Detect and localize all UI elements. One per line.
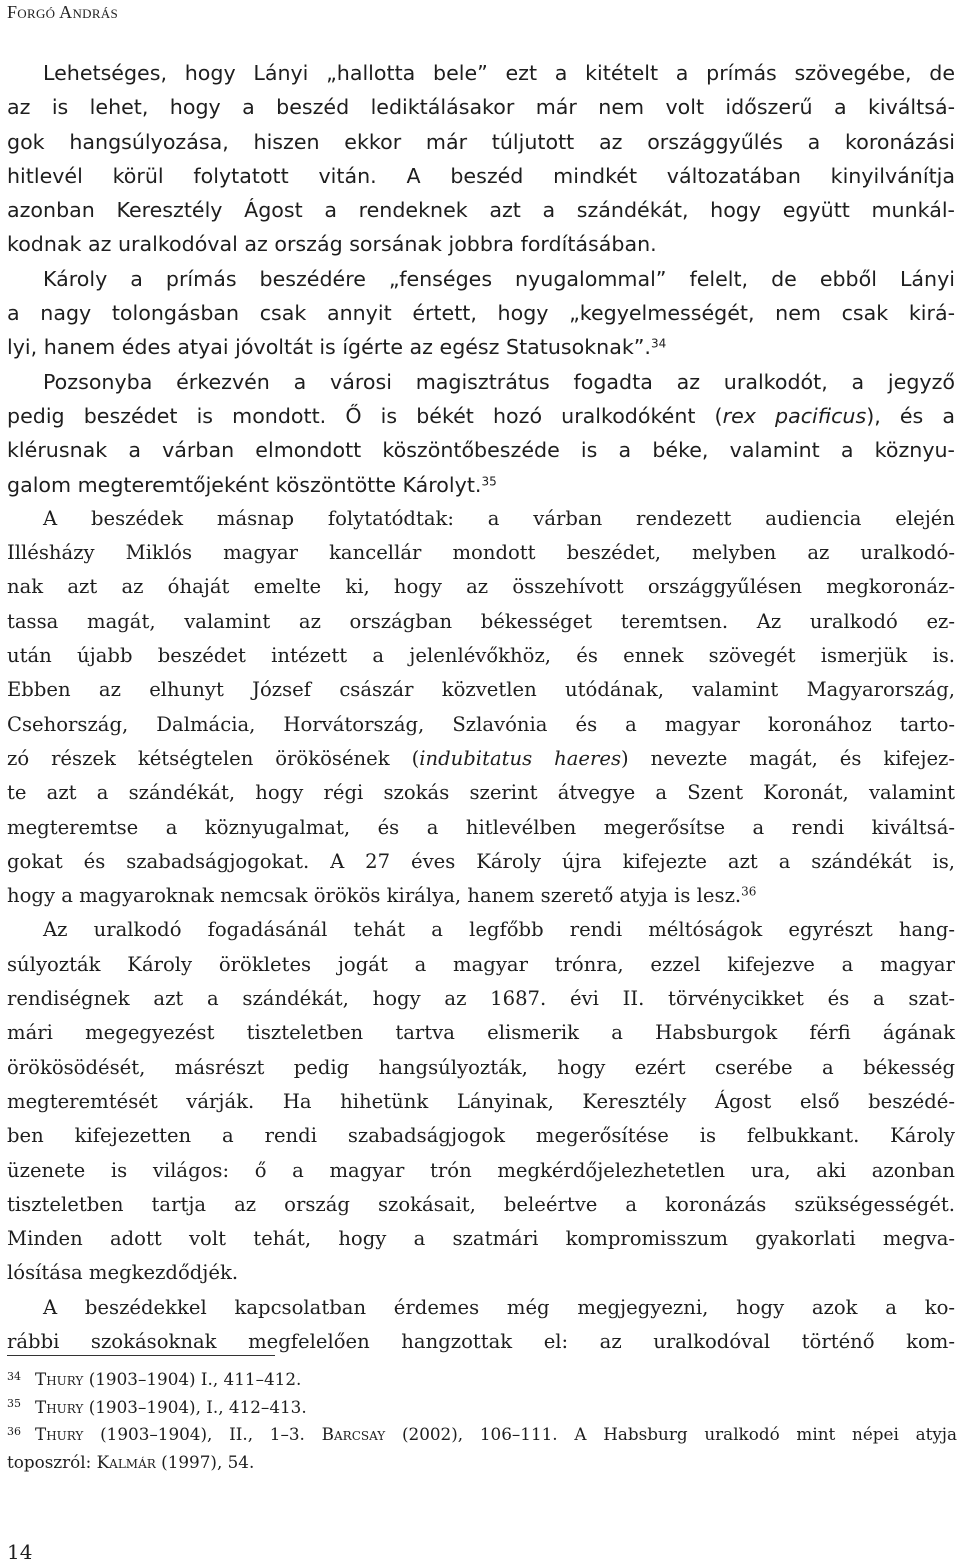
footnote-text: (1903–1904) I., 411–412.: [83, 1369, 302, 1389]
text-span: zó részek kétségtelen örökösének (: [7, 746, 420, 770]
text-line: klérusnak a várban elmondott köszöntőbeszéde is a béke, valamint a köznyu-: [7, 438, 955, 463]
text-line: gokat és szabadságjogokat. A 27 éves Károly újra kifejezte azt a szándékát is,: [7, 849, 955, 873]
italic-term: indubitatus haeres: [419, 746, 622, 770]
footnote-ref[interactable]: 34: [650, 336, 667, 351]
page-number: 14: [7, 1540, 33, 1564]
text-line: súlyozták Károly örökletes jogát a magyar trónra, ezzel kifejezve a magyar: [7, 952, 955, 976]
text-line: mári megegyezést tiszteletben tartva elismerik a Habsburgok férfi ágának: [7, 1021, 955, 1045]
text-span: ) nevezte magát, és kifejez-: [621, 746, 955, 770]
text-line: [7, 742, 955, 776]
text-line: [7, 879, 955, 913]
footnote-continuation: [7, 1449, 957, 1477]
text-line: rendiségnek azt a szándékát, hogy az 1687. évi II. törvénycikket és a szat-: [7, 987, 955, 1011]
text-span: ), és a: [866, 403, 955, 428]
author-name: Kalmár: [96, 1451, 156, 1472]
text-line: [7, 399, 955, 433]
footnote-text: (1997), 54.: [155, 1451, 255, 1472]
text-line: te azt a szándékát, hogy régi szokás szerint átvegye a Szent Koronát, valamint: [7, 781, 955, 805]
text-line: Minden adott volt tehát, hogy a szatmári kompromisszum gyakorlati megva-: [7, 1227, 955, 1251]
author-name: Thury: [35, 1424, 84, 1444]
text-line: a nagy tolongásban csak annyit értett, hogy „kegyelmességét, nem csak kirá-: [7, 301, 955, 326]
author-name: Barcsay: [321, 1424, 386, 1444]
footnote-ref[interactable]: 36: [741, 884, 757, 899]
text-line: megteremtse a köznyugalmat, és a hitlevélben megerősítse a rendi kiváltsá-: [7, 815, 955, 839]
text-line: hitlevél körül folytatott vitán. A beszéd mindkét változatában kinyilvánítja: [7, 163, 955, 188]
footnote: [7, 1421, 957, 1449]
text-line: lósítása megkezdődjék.: [7, 1261, 239, 1285]
body-text: [7, 56, 955, 1359]
text-line: üzenete is világos: ő a magyar trón megkérdőjelezhetetlen ura, aki azonban: [7, 1158, 955, 1182]
footnote-text: (1903–1904), II., 1–3.: [83, 1424, 322, 1444]
text-line: Lehetséges, hogy Lányi „hallotta bele” ezt a kitételt a prímás szövegébe, de: [43, 61, 955, 85]
running-head: Forgó András: [7, 2, 119, 22]
footnote-ref[interactable]: 35: [481, 473, 497, 488]
text-span: galom megteremtőjeként köszöntötte Károlyt.: [7, 472, 482, 497]
text-line: kodnak az uralkodóval az ország sorsának jobbra fordításában.: [7, 232, 657, 257]
text-line: után újabb beszédet intézett a jelenlévőkhöz, és ennek szövegét ismerjük is.: [7, 644, 955, 668]
text-line: Az uralkodó fogadásánál tehát a legfőbb rendi méltóságok egyrészt hang-: [43, 918, 955, 942]
text-line: Illésházy Miklós magyar kancellár mondott beszédet, melyben az uralkodó-: [7, 541, 955, 565]
footnote-number: 35: [7, 1397, 21, 1410]
text-line: Csehország, Dalmácia, Horvátország, Szlavónia és a magyar koronához tarto-: [7, 712, 955, 736]
author-name: Thury: [35, 1369, 84, 1389]
text-line: A beszédekkel kapcsolatban érdemes még megjegyezni, hogy azok a ko-: [43, 1295, 955, 1319]
footnote-text: (2002), 106–111. A Habsburg uralkodó mint népei atyja: [385, 1424, 958, 1444]
text-line: az is lehet, hogy a beszéd lediktálásakor már nem volt időszerű a kiváltsá-: [7, 95, 955, 120]
text-line: örökösödését, másrészt pedig hangsúlyozták, hogy ezért cserébe a békesség: [7, 1055, 955, 1079]
footnote-text: (1903–1904), I., 412–413.: [83, 1396, 307, 1417]
text-span: hogy a magyaroknak nemcsak örökös királya, hanem szerető atyja is lesz.: [7, 884, 742, 908]
text-line: [7, 468, 955, 502]
text-line: megteremtését várják. Ha hihetünk Lányinak, Keresztély Ágost első beszédé-: [7, 1089, 955, 1113]
text-line: rábbi szokásoknak megfelelően hangzottak el: az uralkodóval történő kom-: [7, 1329, 955, 1353]
text-line: tassa magát, valamint az országban békességet teremtsen. Az uralkodó ez-: [7, 609, 955, 633]
footnotes: [7, 1366, 957, 1476]
text-line: tiszteletben tartja az ország szokásait, beleértve a koronázás szükségességét.: [7, 1192, 955, 1216]
text-line: Károly a prímás beszédére „fenséges nyugalommal” felelt, de ebből Lányi: [43, 266, 955, 291]
text-line: nak azt az óhaját emelte ki, hogy az összehívott országgyűlésen megkoronáz-: [7, 575, 955, 599]
footnote-number: 34: [7, 1369, 21, 1383]
text-line: azonban Keresztély Ágost a rendeknek azt a szándékát, hogy együtt munkál-: [7, 198, 955, 223]
text-line: Ebben az elhunyt József császár közvetlen utódának, valamint Magyarország,: [7, 678, 955, 702]
text-line: [7, 330, 955, 364]
text-span: pedig beszédet is mondott. Ő is békét hozó uralkodóként (: [7, 403, 723, 428]
text-line: Pozsonyba érkezvén a városi magisztrátus fogadta az uralkodót, a jegyző: [43, 369, 955, 394]
footnote-text: toposzról:: [7, 1451, 97, 1472]
text-line: A beszédek másnap folytatódtak: a várban rendezett audiencia elején: [43, 506, 955, 530]
footnote: [7, 1366, 957, 1394]
text-line: gok hangsúlyozása, hiszen ekkor már túljutott az országgyűlés a koronázási: [7, 129, 955, 154]
italic-term: rex pacificus: [722, 403, 867, 428]
footnote: [7, 1394, 957, 1422]
footnote-divider: [7, 1355, 275, 1356]
footnote-number: 36: [7, 1424, 21, 1438]
author-name: Thury: [35, 1396, 84, 1417]
text-line: ben kifejezetten a rendi szabadságjogok megerősítése is felbukkant. Károly: [7, 1124, 955, 1148]
text-span: lyi, hanem édes atyai jóvoltát is ígérte az egész Statusoknak”.: [7, 335, 651, 360]
